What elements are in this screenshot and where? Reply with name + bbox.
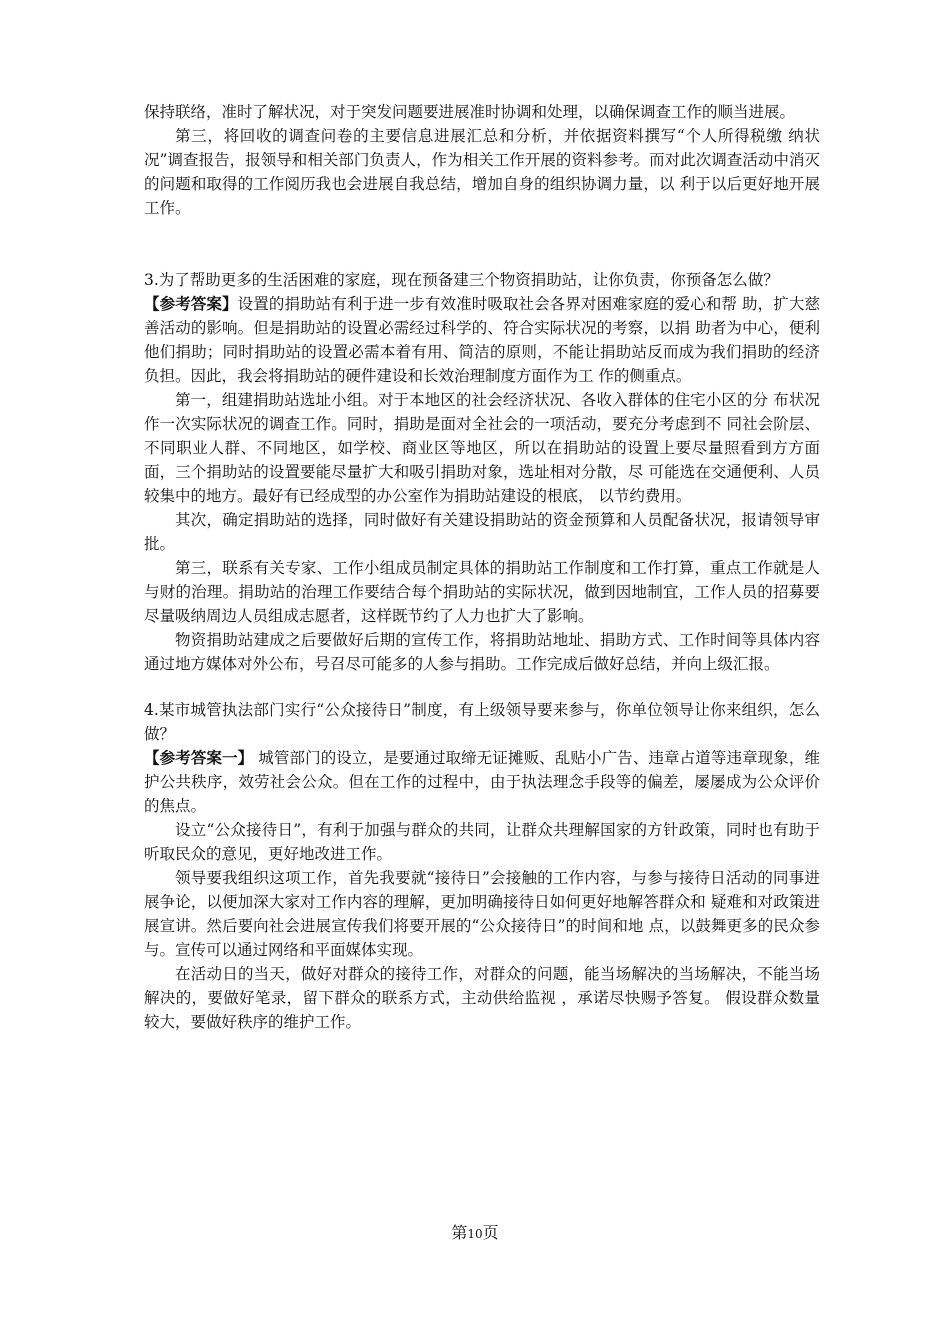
- question-4: 4.某市城管执法部门实行“公众接待日”制度，有上级领导要来参与，你单位领导让你来组织，怎么做？: [144, 701, 820, 743]
- q4-answer-paragraph: [144, 746, 820, 818]
- q3-answer-paragraph: [144, 292, 820, 388]
- intro-paragraph-2: 第三，将回收的调查问卷的主要信息进展汇总和分析，并依据资料撰写“个人所得税缴 纳状况”调查报告，报领导和相关部门负责人，作为相关工作开展的资料参考。而对此次调查活动中消灭的问题和取得的工作阅历我也会进展自我总结，增加自身的组织协调力量，以 利于以后更好地开展工作。: [144, 127, 820, 217]
- q3-paragraph-4: 物资捐助站建成之后要做好后期的宣传工作，将捐助站地址、捐助方式、工作时间等具体内容通过地方媒体对外公布，号召尽可能多的人参与捐助。工作完成后做好总结，并向上级汇报。: [144, 631, 820, 673]
- q3-answer-label: 【参考答案】: [144, 294, 238, 313]
- q4-answer-label: 【参考答案一】: [144, 748, 254, 767]
- page-number: 10: [467, 1227, 483, 1241]
- q3-answer-text: 设置的捐助站有利于进一步有效准时吸取社会各界对困难家庭的爱心和帮 助，扩大慈善活动的影响。但是捐助站的设置必需经过科学的、符合实际状况的考察，以捐 助者为中心，便利他们捐助；同时捐助站的设置必需本着有用、简洁的原则，不能让捐助站反而成为我们捐助的经济负担。因此，我会将捐助站的硬件建设和长效治理制度方面作为工 作的侧重点。: [144, 295, 820, 385]
- page-suffix: 页: [482, 1223, 499, 1242]
- q4-answer-text: 城管部门的设立，是要通过取缔无证摊贩、乱贴小广告、违章占道等违章现象，维护公共秩序，效劳社会公众。但在工作的过程中，由于执法理念手段等的偏差，屡屡成为公众评价的焦点。: [144, 749, 820, 815]
- q4-paragraph-3: 在活动日的当天，做好对群众的接待工作，对群众的问题，能当场解决的当场解决，不能当场解决的，要做好笔录，留下群众的联系方式，主动供给监视 ，承诺尽快赐予答复。 假设群众数量较大，要做好秩序的维护工作。: [144, 965, 820, 1031]
- q4-paragraph-2: 领导要我组织这项工作，首先我要就“接待日”会接触的工作内容，与参与接待日活动的同事进展争论，以便加深大家对工作内容的理解，更加明确接待日如何更好地解答群众和 疑难和对政策进展宣讲。然后要向社会进展宣传我们将要开展的“公众接待日”的时间和地 点，以鼓舞更多的民众参与。宣传可以通过网络和平面媒体实现。: [144, 869, 820, 959]
- page-prefix: 第: [451, 1223, 468, 1242]
- document-body: [144, 100, 820, 1034]
- page-footer: [0, 1222, 950, 1245]
- q3-paragraph-1: 第一，组建捐助站选址小组。对于本地区的社会经济状况、各收入群体的住宅小区的分 布状况作一次实际状况的调查工作。同时，捐助是面对全社会的一项活动，要充分考虑到不 同社会阶层、不同职业人群、不同地区，如学校、商业区等地区，所以在捐助站的设置上要尽量照看到方方面面，三个捐助站的设置要能尽量扩大和吸引捐助对象，选址相对分散，尽 可能选在交通便利、人员较集中的地方。最好有已经成型的办公室作为捐助站建设的根底， 以节约费用。: [144, 391, 820, 505]
- q3-paragraph-3: 第三，联系有关专家、工作小组成员制定具体的捐助站工作制度和工作打算，重点工作就是人与财的治理。捐助站的治理工作要结合每个捐助站的实际状况，做到因地制宜，工作人员的招募要尽量吸纳周边人员组成志愿者，这样既节约了人力也扩大了影响。: [144, 559, 820, 625]
- q3-paragraph-2: 其次，确定捐助站的选择，同时做好有关建设捐助站的资金预算和人员配备状况，报请领导审批。: [144, 511, 820, 553]
- intro-paragraph-1: 保持联络，准时了解状况，对于突发问题要进展准时协调和处理，以确保调查工作的顺当进展。: [144, 103, 796, 121]
- question-3: 3.为了帮助更多的生活困难的家庭，现在预备建三个物资捐助站，让你负责，你预备怎么做？: [144, 271, 779, 289]
- q4-paragraph-1: 设立“公众接待日”，有利于加强与群众的共同，让群众共理解国家的方针政策，同时也有助于听取民众的意见，更好地改进工作。: [144, 821, 820, 863]
